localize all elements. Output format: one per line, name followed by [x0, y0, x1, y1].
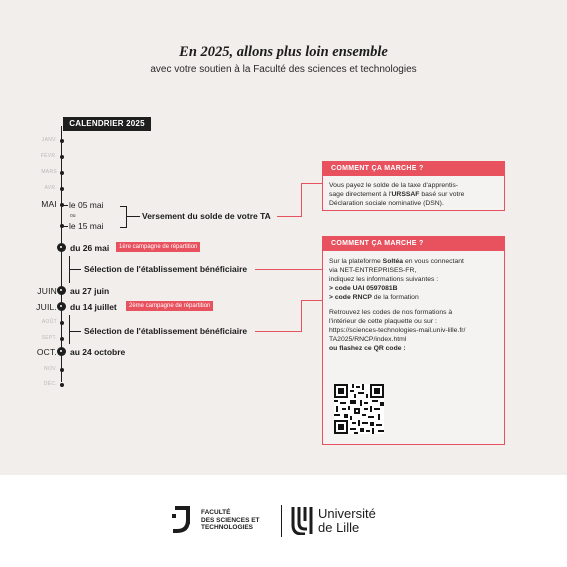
timeline-dot — [60, 155, 64, 159]
campaign-tag-1: 1ère campagne de répartition — [116, 242, 200, 252]
red-connector — [301, 300, 302, 332]
red-connector — [301, 269, 322, 270]
red-connector — [255, 269, 301, 270]
info-link[interactable]: https://sciences-technologies-mail.univ-lille.fr/ — [329, 327, 466, 334]
connector-line — [62, 205, 68, 206]
timeline-dot — [60, 171, 64, 175]
event-selection-1: Sélection de l'établissement bénéficiaire — [84, 264, 248, 274]
timeline-milestone-dot — [57, 347, 66, 356]
info-text-part: sage directement à l' — [329, 191, 392, 198]
month-aug: AOÛT — [41, 319, 57, 325]
campaign-bracket — [69, 315, 70, 344]
info-text: Vous payez le solde de la taxe d'apprentis- — [329, 182, 459, 189]
fst-line: TECHNOLOGIES — [201, 524, 254, 531]
rncp-label: RNCP — [352, 294, 372, 301]
urssaf-label: URSSAF — [391, 191, 420, 198]
info-text: indiquez les informations suivantes : — [329, 276, 439, 283]
connector-line — [62, 226, 68, 227]
timeline-line — [61, 126, 62, 382]
info-text: Retrouvez les codes de nos formations à — [329, 309, 453, 316]
month-nov: NOV. — [44, 366, 57, 372]
campaign-tag-2: 2ème campagne de répartition — [126, 301, 213, 311]
lille-line: de Lille — [318, 520, 360, 535]
event-versement: Versement du solde de votre TA — [142, 211, 271, 221]
red-connector — [301, 300, 322, 301]
event-date-jun-27: au 27 juin — [70, 286, 110, 296]
month-feb: FÉVR. — [40, 153, 57, 159]
timeline-dot — [60, 321, 64, 325]
event-date-jul-14: du 14 juillet — [70, 302, 117, 312]
month-may: MAI — [41, 199, 57, 209]
info-text: l'intérieur de cette plaquette ou sur : — [329, 318, 437, 325]
event-selection-2: Sélection de l'établissement bénéficiaire — [84, 326, 248, 336]
red-connector — [255, 331, 301, 332]
month-mar: MARS — [41, 169, 57, 175]
rncp-code — [329, 293, 498, 302]
headline: En 2025, allons plus loin ensemble — [179, 44, 388, 60]
footer — [0, 475, 567, 567]
connector-line — [69, 269, 81, 270]
timeline-dot — [60, 337, 64, 341]
date-bracket — [120, 206, 127, 228]
info-text-part: basé sur votre — [419, 191, 465, 198]
calendar-title: CALENDRIER 2025 — [63, 117, 151, 131]
subheadline: avec votre soutien à la Faculté des sciences et technologies — [150, 64, 417, 75]
timeline-dot — [60, 139, 64, 143]
universite-lille-logo-icon — [291, 507, 315, 535]
month-apr: AVR. — [44, 185, 57, 191]
red-connector — [277, 216, 301, 217]
uai-value: UAI 0597081B — [352, 285, 398, 292]
info-box-urssaf — [322, 161, 505, 211]
fst-line: FACULTÉ — [201, 509, 231, 516]
info-link[interactable]: TA2025/RNCP/index.html — [329, 336, 407, 343]
month-oct: OCT. — [36, 347, 57, 357]
info-text: via NET-ENTREPRISES-FR, — [329, 267, 417, 274]
month-sep: SEPT. — [41, 335, 57, 341]
info-text-part: en vous connectant — [403, 258, 464, 265]
info-text: ou flashez ce QR code : — [329, 345, 406, 352]
info-box-body — [323, 176, 504, 208]
event-date-may-05: le 05 mai — [69, 200, 104, 210]
fst-logo-text — [201, 509, 260, 532]
timeline-milestone-dot — [57, 302, 66, 311]
soltea-label: Soltéa — [382, 258, 404, 265]
fst-text-part: ET — [249, 516, 260, 524]
info-text-part: > code — [329, 294, 353, 301]
info-box-body — [323, 251, 504, 353]
fst-text-part: DES — [201, 516, 217, 524]
month-jun: JUIN — [37, 286, 57, 296]
info-text: Déclaration sociale nominative (DSN). — [329, 200, 444, 207]
fst-text-part: SCIENCES — [216, 516, 250, 524]
qr-code-icon[interactable] — [334, 384, 384, 434]
red-connector — [301, 183, 322, 184]
universite-lille-logo-text — [318, 507, 376, 535]
event-or: ou — [70, 213, 76, 219]
connector-line — [69, 331, 81, 332]
red-connector — [301, 183, 302, 217]
month-jan: JANV. — [41, 137, 57, 143]
lille-line: Université — [318, 506, 376, 521]
info-text — [329, 190, 498, 199]
uai-code — [329, 284, 498, 293]
timeline-dot — [60, 187, 64, 191]
info-text-part: Sur la plateforme — [329, 258, 383, 265]
event-date-may-15: le 15 mai — [69, 221, 104, 231]
month-dec: DÉC. — [43, 381, 57, 387]
info-box-title: COMMENT ÇA MARCHE ? — [323, 237, 504, 251]
logo-separator — [281, 505, 282, 537]
timeline-dot — [60, 368, 64, 372]
info-text — [329, 257, 498, 266]
fst-line — [201, 517, 260, 525]
connector-line — [127, 216, 140, 217]
fst-logo-icon — [171, 506, 197, 534]
month-jul: JUIL. — [36, 302, 57, 312]
info-text-part: > code — [329, 285, 353, 292]
info-box-title: COMMENT ÇA MARCHE ? — [323, 162, 504, 176]
timeline-milestone-dot — [57, 243, 66, 252]
timeline-dot — [60, 383, 64, 387]
timeline-milestone-dot — [57, 286, 66, 295]
event-date-oct-24: au 24 octobre — [70, 347, 126, 357]
info-text-part: de la formation — [371, 294, 419, 301]
event-date-may-26: du 26 mai — [70, 243, 110, 253]
